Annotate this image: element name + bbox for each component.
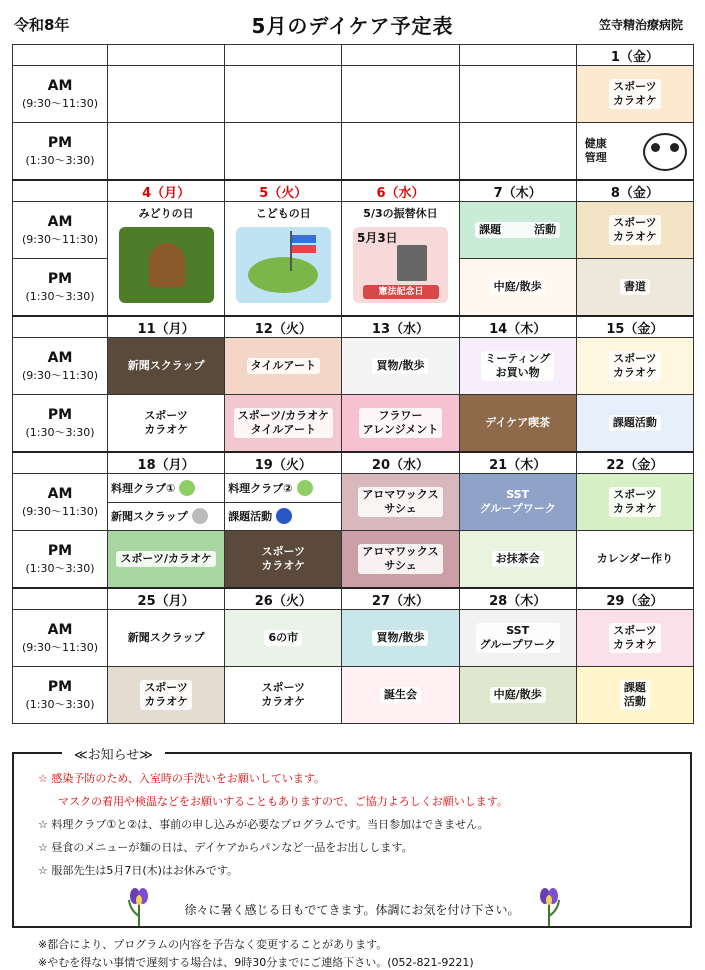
activity-label: ミーティング お買い物: [481, 351, 554, 382]
day-header: 26（火）: [225, 588, 342, 610]
activity: [342, 338, 458, 394]
week-header-row: [13, 316, 694, 338]
activity: [225, 338, 341, 394]
day-header: 22（金）: [576, 452, 693, 474]
panda-icon: [643, 133, 687, 171]
utensils-icon: [297, 480, 313, 496]
am-label-cell: [13, 474, 108, 531]
day-header: 1（金）: [576, 45, 693, 66]
activity: [577, 338, 693, 394]
book-icon: [397, 245, 427, 281]
activity: [460, 667, 576, 723]
holiday-name: 5/3の振替休日: [363, 206, 438, 220]
activity-label: タイルアート: [247, 358, 320, 374]
pm-cell: [108, 667, 225, 724]
am-row: [13, 338, 694, 395]
activity: [577, 259, 693, 315]
day-header: [342, 45, 459, 66]
activity: [108, 66, 224, 122]
am-cell: [225, 474, 342, 531]
notice-line-3: ☆ 料理クラブ①と②は、事前の申し込みが必要なプログラムです。当日参加はできません。: [38, 818, 489, 831]
am-cell: [225, 610, 342, 667]
activity: [460, 610, 576, 666]
week-header-row: [13, 180, 694, 202]
day-header: 29（金）: [576, 588, 693, 610]
am-cell: [576, 610, 693, 667]
notice-title: ≪お知らせ≫: [62, 744, 165, 763]
pm-cell: [108, 123, 225, 181]
am-label: AM: [47, 485, 73, 502]
activity: [577, 610, 693, 666]
am-label-cell: [13, 338, 108, 395]
activity-label: アロマワックス サシェ: [358, 544, 442, 575]
am-row: [13, 610, 694, 667]
activity-label: スポーツ カラオケ: [140, 408, 192, 439]
split-cell: [225, 474, 341, 530]
activity: [225, 610, 341, 666]
activity: [460, 66, 576, 122]
activity-label: SST グループワーク: [479, 487, 556, 515]
activity: [225, 531, 341, 587]
pm-cell: [342, 123, 459, 181]
day-header: [225, 45, 342, 66]
footer-note-2: ※やむを得ない事情で遅刻する場合は、9時30分までにご連絡下さい。(052-821-9221): [38, 956, 474, 969]
activity-label: 買物/散歩: [372, 358, 428, 374]
am-cell: [459, 202, 576, 259]
holiday-cell: [225, 202, 342, 317]
era-year: 令和8年: [14, 16, 70, 34]
holiday-name: みどりの日: [138, 206, 194, 220]
pm-cell: [225, 531, 342, 589]
day-header: 27（水）: [342, 588, 459, 610]
activity-label: 書道: [620, 279, 650, 295]
activity-label: 新聞スクラップ: [127, 358, 205, 372]
activity-label: スポーツ カラオケ: [140, 680, 192, 711]
day-header: 15（金）: [576, 316, 693, 338]
pm-cell: [459, 123, 576, 181]
holiday-banner: 憲法記念日: [363, 285, 439, 299]
activity: [577, 395, 693, 451]
pm-cell: [576, 667, 693, 724]
corner-cell: [13, 45, 108, 66]
activity-label: カレンダー作り: [593, 551, 677, 567]
pm-time: (1:30～3:30): [25, 698, 95, 712]
activity: [225, 123, 341, 179]
activity: [342, 66, 458, 122]
day-header: 11（月）: [108, 316, 225, 338]
am-cell: [459, 610, 576, 667]
am-label: AM: [47, 213, 73, 230]
pm-row: [13, 531, 694, 589]
am-time: (9:30～11:30): [22, 641, 98, 655]
split-item: 新聞スクラップ: [108, 502, 224, 531]
notice-line-1: ☆ 感染予防のため、入室時の手洗いをお願いしています。: [38, 772, 326, 785]
week-header-row: [13, 588, 694, 610]
pm-label: PM: [47, 134, 73, 151]
holiday-content: [225, 203, 341, 315]
activity-label: 課題 活動: [475, 222, 560, 238]
activity: [577, 123, 693, 179]
am-cell: [342, 610, 459, 667]
pm-label: PM: [47, 542, 73, 559]
pm-label: PM: [47, 406, 73, 423]
split-cell: [108, 474, 224, 530]
pm-label-cell: [13, 123, 108, 181]
holiday-cell: [342, 202, 459, 317]
activity-label: スポーツ/カラオケ タイルアート: [234, 408, 333, 439]
am-time: (9:30～11:30): [22, 505, 98, 519]
day-header: 7（木）: [459, 180, 576, 202]
am-time: (9:30～11:30): [22, 233, 98, 247]
activity: [108, 531, 224, 587]
am-row: [13, 202, 694, 259]
pm-cell: [225, 123, 342, 181]
split-item: 料理クラブ②: [225, 474, 341, 502]
day-header: [108, 45, 225, 66]
day-header: 25（月）: [108, 588, 225, 610]
activity-label: 中庭/散歩: [490, 687, 546, 703]
pm-label: PM: [47, 678, 73, 695]
notice-line-5: ☆ 服部先生は5月7日(木)はお休みです。: [38, 864, 239, 877]
activity: [460, 531, 576, 587]
notice-line-4: ☆ 昼食のメニューが麺の日は、デイケアからパンなど一品をお出しします。: [38, 841, 413, 854]
day-header: 20（水）: [342, 452, 459, 474]
holiday-illustration: [353, 227, 448, 303]
footer-note-1: ※都合により、プログラムの内容を予告なく変更することがあります。: [38, 938, 388, 951]
pm-cell: [225, 667, 342, 724]
corner-cell: [13, 452, 108, 474]
day-header: 13（水）: [342, 316, 459, 338]
activity: [108, 123, 224, 179]
activity-label: 6の市: [264, 630, 302, 646]
corner-cell: [13, 180, 108, 202]
pm-cell: [225, 395, 342, 453]
day-header: 14（木）: [459, 316, 576, 338]
am-cell: [342, 338, 459, 395]
activity-label: 中庭/散歩: [490, 279, 546, 295]
activity-label: 健康 管理: [581, 136, 611, 167]
activity: [342, 531, 458, 587]
activity: [460, 259, 576, 315]
holiday-date-sign: 5月3日: [356, 230, 398, 245]
am-label-cell: [13, 610, 108, 667]
pm-row: [13, 395, 694, 453]
pm-time: (1:30～3:30): [25, 562, 95, 576]
day-header: 18（月）: [108, 452, 225, 474]
am-cell: [576, 474, 693, 531]
activity: [460, 202, 576, 258]
activity: [342, 667, 458, 723]
activity-label: 課題 活動: [620, 680, 650, 711]
activity: [225, 66, 341, 122]
activity: [577, 531, 693, 587]
activity-label: スポーツ/カラオケ: [116, 551, 215, 567]
am-row: [13, 474, 694, 531]
activity: [577, 667, 693, 723]
pm-row: [13, 667, 694, 724]
day-header: 28（木）: [459, 588, 576, 610]
am-cell: [576, 338, 693, 395]
pm-cell: [459, 667, 576, 724]
pm-cell: [342, 531, 459, 589]
am-cell: [108, 474, 225, 531]
holiday-content: [342, 203, 458, 315]
am-cell: [576, 66, 693, 123]
activity: [342, 123, 458, 179]
activity-label: スポーツ カラオケ: [609, 623, 661, 654]
pm-label-cell: [13, 395, 108, 453]
am-cell: [108, 338, 225, 395]
split-item: 料理クラブ①: [108, 474, 224, 502]
schedule-table: [12, 44, 694, 724]
activity-label: スポーツ カラオケ: [609, 215, 661, 246]
utensils-icon: [179, 480, 195, 496]
pm-label: PM: [47, 270, 73, 287]
am-cell: [108, 610, 225, 667]
activity: [577, 202, 693, 258]
activity: [577, 474, 693, 530]
day-header: 12（火）: [225, 316, 342, 338]
teacup-icon: [276, 508, 292, 524]
week-header-row: [13, 452, 694, 474]
am-label-cell: [13, 202, 108, 259]
hospital-name: 笠寺精治療病院: [598, 18, 683, 32]
pm-cell: [576, 259, 693, 317]
pm-cell: [108, 531, 225, 589]
activity: [108, 395, 224, 451]
holiday-name: こどもの日: [255, 206, 311, 220]
activity-label: SST グループワーク: [476, 623, 560, 654]
am-cell: [108, 66, 225, 123]
notice-box: [12, 748, 692, 928]
activity: [108, 610, 224, 666]
am-label: AM: [47, 349, 73, 366]
activity-label: 課題活動: [609, 415, 661, 431]
pm-cell: [108, 395, 225, 453]
corner-cell: [13, 316, 108, 338]
activity-label: デイケア喫茶: [485, 415, 551, 429]
activity-label: スポーツ カラオケ: [609, 351, 661, 382]
activity: [342, 395, 458, 451]
newspaper-icon: [192, 508, 208, 524]
day-header: 21（木）: [459, 452, 576, 474]
day-header: 19（火）: [225, 452, 342, 474]
activity-label: フラワー アレンジメント: [359, 408, 443, 439]
activity-label: スポーツ カラオケ: [609, 487, 661, 518]
closing-message: 徐々に暑く感じる日もでてきます。体調にお気を付け下さい。: [184, 903, 520, 917]
pm-time: (1:30～3:30): [25, 426, 95, 440]
am-label: AM: [47, 621, 73, 638]
activity-label: 新聞スクラップ: [124, 630, 209, 646]
day-header: 4（月）: [108, 180, 225, 202]
activity: [460, 474, 576, 530]
pm-label-cell: [13, 667, 108, 724]
week-header-row: [13, 45, 694, 66]
activity-label: アロマワックス サシェ: [358, 487, 442, 518]
am-row: [13, 66, 694, 123]
holiday-content: [108, 203, 224, 315]
activity: [342, 474, 458, 530]
am-cell: [342, 474, 459, 531]
am-time: (9:30～11:30): [22, 97, 98, 111]
holiday-illustration: [119, 227, 214, 303]
page-header: [0, 8, 705, 38]
pm-cell: [342, 667, 459, 724]
corner-cell: [13, 588, 108, 610]
am-cell: [459, 474, 576, 531]
activity: [577, 66, 693, 122]
am-label-cell: [13, 66, 108, 123]
pm-cell: [576, 123, 693, 181]
activity: [460, 338, 576, 394]
am-time: (9:30～11:30): [22, 369, 98, 383]
pm-cell: [459, 259, 576, 317]
activity-label: お抹茶会: [492, 551, 544, 567]
activity: [342, 610, 458, 666]
activity-label: 誕生会: [380, 687, 421, 703]
pm-cell: [576, 395, 693, 453]
day-header: [459, 45, 576, 66]
activity: [460, 123, 576, 179]
am-cell: [342, 66, 459, 123]
pm-row: [13, 123, 694, 181]
day-header: 5（火）: [225, 180, 342, 202]
pm-cell: [459, 531, 576, 589]
am-cell: [576, 202, 693, 259]
activity: [225, 395, 341, 451]
pm-time: (1:30～3:30): [25, 154, 95, 168]
activity: [225, 667, 341, 723]
am-cell: [459, 338, 576, 395]
activity: [460, 395, 576, 451]
pm-label-cell: [13, 531, 108, 589]
split-item: 課題活動: [225, 502, 341, 531]
am-cell: [459, 66, 576, 123]
activity-label: スポーツ カラオケ: [261, 544, 306, 572]
am-cell: [225, 338, 342, 395]
activity: [108, 667, 224, 723]
pm-cell: [459, 395, 576, 453]
am-cell: [225, 66, 342, 123]
day-header: 8（金）: [576, 180, 693, 202]
activity-label: 買物/散歩: [372, 630, 428, 646]
activity: [108, 338, 224, 394]
pm-cell: [576, 531, 693, 589]
day-header: 6（水）: [342, 180, 459, 202]
pm-time: (1:30～3:30): [25, 290, 95, 304]
notice-line-2: マスクの着用や検温などをお願いすることもありますので、ご協力よろしくお願いします。: [58, 795, 508, 808]
holiday-illustration: [236, 227, 331, 303]
pm-cell: [342, 395, 459, 453]
holiday-cell: [108, 202, 225, 317]
activity-label: スポーツ カラオケ: [609, 79, 661, 110]
am-label: AM: [47, 77, 73, 94]
page-title: 5月のデイケア予定表: [251, 14, 454, 38]
pm-label-cell: [13, 259, 108, 317]
activity-label: スポーツ カラオケ: [257, 680, 309, 711]
